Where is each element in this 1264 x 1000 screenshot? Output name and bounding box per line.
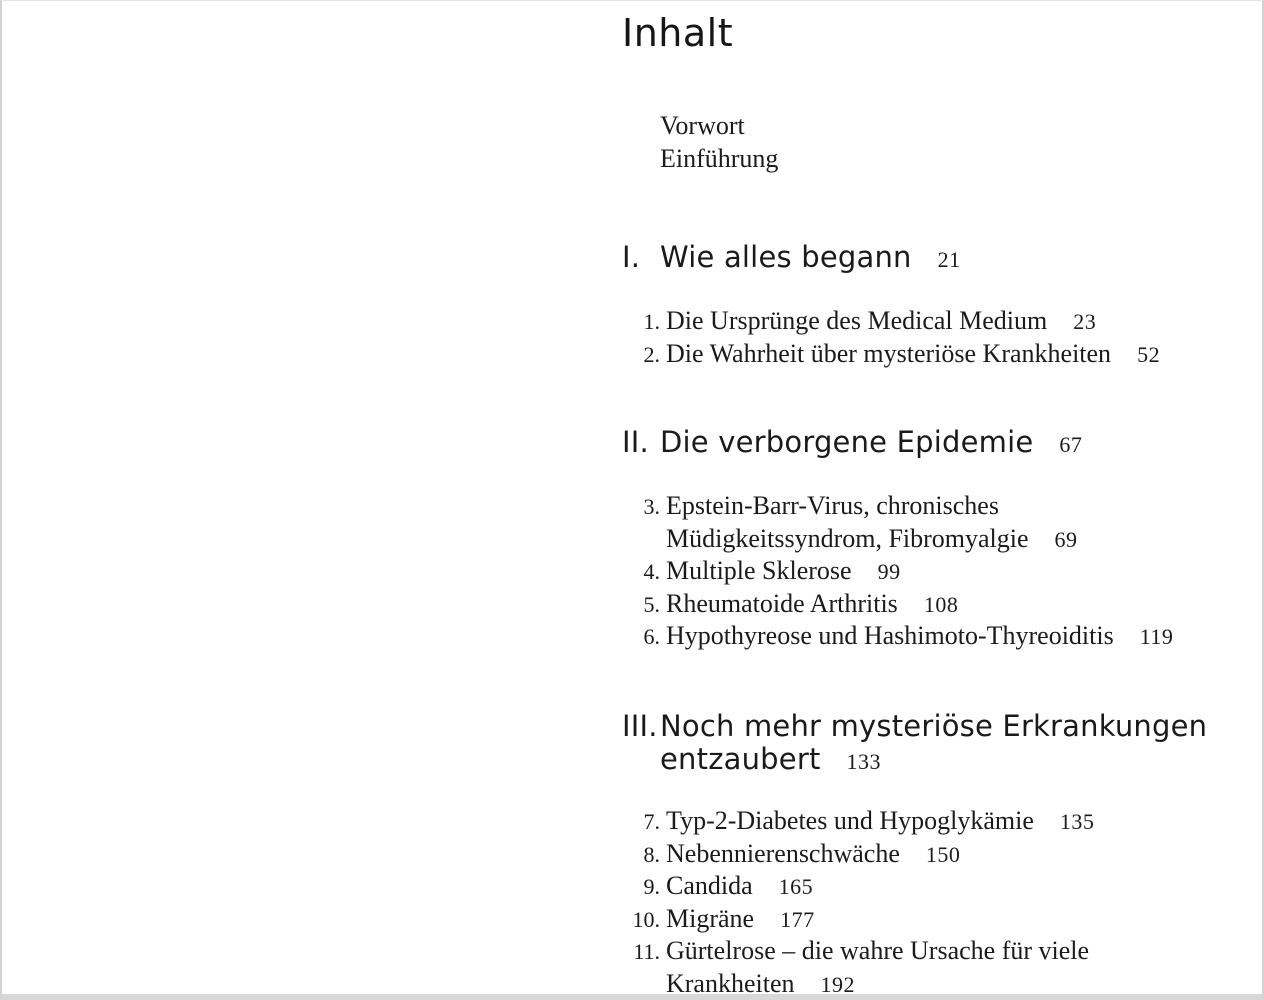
section-heading	[622, 241, 961, 276]
toc-entry	[622, 935, 1094, 1000]
chapter-page-number: 192	[820, 971, 856, 997]
chapter-page-number: 177	[780, 906, 815, 932]
chapter-number: 7.	[643, 809, 660, 834]
chapter-title: Nebennierenschwäche	[666, 838, 900, 868]
section-title: Wie alles begann	[660, 240, 912, 274]
chapter-title: Candida	[666, 871, 753, 900]
section-heading	[622, 426, 1082, 461]
chapter-title: Die Wahrheit über mysteriöse Krankheiten	[666, 338, 1112, 368]
chapter-page-number: 119	[1139, 624, 1174, 649]
section-numeral: III.	[622, 709, 658, 743]
toc-entry	[622, 338, 1160, 371]
chapter-page-number: 99	[877, 559, 901, 584]
toc-entry	[622, 490, 1173, 555]
page-title: Inhalt	[622, 11, 734, 55]
frontmatter	[660, 109, 778, 175]
chapter-title-continued: Müdigkeitssyndrom, Fibromyalgie	[666, 523, 1029, 553]
chapter-title-continued: Krankheiten	[666, 968, 795, 998]
toc-entry	[622, 555, 1173, 588]
chapter-number: 5.	[643, 591, 660, 617]
chapter-title: Hypothyreose und Hashimoto-Thyreoiditis	[666, 621, 1114, 650]
section-page-number: 133	[846, 749, 882, 774]
toc-entry	[622, 620, 1173, 653]
chapter-page-number: 52	[1137, 341, 1161, 367]
toc-entry	[622, 305, 1160, 338]
section-heading	[622, 710, 1207, 778]
chapter-page-number: 69	[1054, 526, 1078, 552]
chapter-list	[622, 490, 1173, 653]
toc-entry	[622, 588, 1173, 621]
chapter-title: Epstein-Barr-Virus, chronisches	[666, 491, 999, 520]
toc-entry	[622, 870, 1094, 903]
chapter-number: 4.	[643, 559, 660, 584]
chapter-page-number: 23	[1073, 309, 1097, 334]
toc-entry	[622, 903, 1094, 936]
chapter-title: Die Ursprünge des Medical Medium	[666, 306, 1048, 335]
section-title-continued: entzaubert	[660, 742, 821, 776]
chapter-page-number: 108	[923, 591, 959, 617]
chapter-number: 8.	[643, 841, 660, 867]
section-title: Noch mehr mysteriöse Erkrankungen	[660, 709, 1208, 743]
toc-entry	[622, 805, 1094, 838]
toc-entry	[622, 838, 1094, 871]
chapter-page-number: 150	[925, 841, 961, 867]
chapter-title: Migräne	[666, 903, 755, 933]
chapter-number: 3.	[643, 494, 660, 519]
chapter-number: 1.	[643, 309, 660, 334]
chapter-page-number: 135	[1059, 809, 1095, 834]
chapter-title: Gürtelrose – die wahre Ursache für viele	[666, 936, 1090, 965]
section-page-number: 67	[1059, 432, 1083, 457]
chapter-title: Multiple Sklerose	[666, 556, 852, 585]
chapter-number: 10.	[632, 906, 660, 932]
frontmatter-item: Vorwort	[660, 111, 745, 140]
section-numeral: I.	[622, 240, 641, 274]
chapter-title: Rheumatoide Arthritis	[666, 588, 898, 618]
chapter-number: 9.	[643, 874, 660, 899]
chapter-title: Typ-2-Diabetes und Hypoglykämie	[666, 806, 1034, 835]
chapter-number: 2.	[643, 341, 660, 367]
chapter-page-number: 165	[778, 874, 814, 899]
chapter-list	[622, 305, 1160, 370]
chapter-number: 6.	[643, 624, 660, 649]
chapter-number: 11.	[633, 939, 660, 964]
section-numeral: II.	[622, 425, 649, 459]
section-page-number: 21	[937, 247, 961, 272]
section-title: Die verborgene Epidemie	[660, 425, 1034, 459]
chapter-list	[622, 805, 1094, 1000]
frontmatter-item: Einführung	[660, 144, 779, 173]
